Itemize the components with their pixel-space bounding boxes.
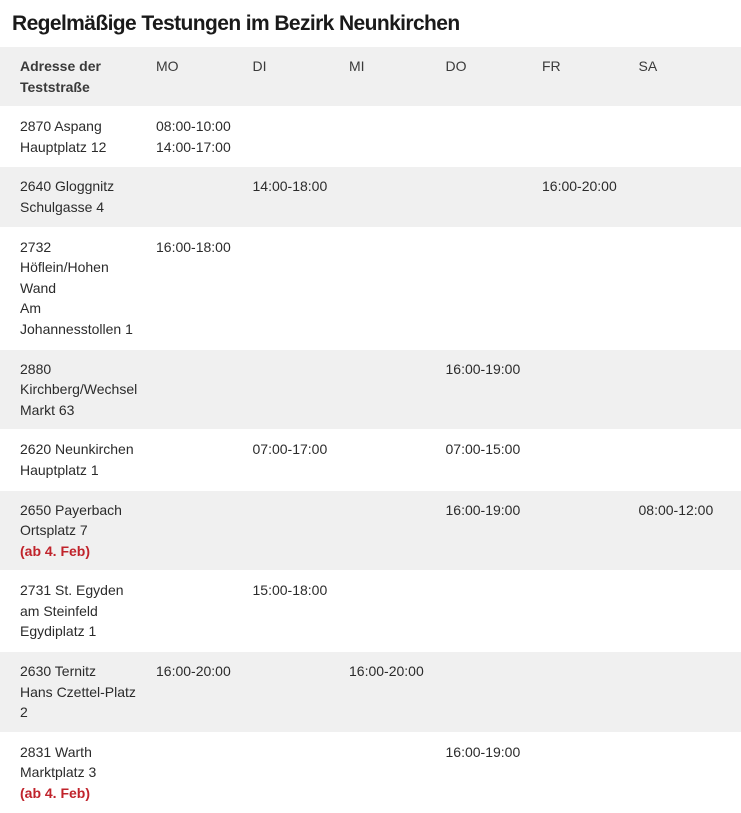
table-row	[0, 349, 741, 430]
address-line: Hauptplatz 1	[20, 461, 99, 478]
time-slot: 15:00-18:00	[252, 582, 328, 599]
address-line: Schulgasse 4	[20, 198, 105, 215]
time-slot: 16:00-19:00	[445, 743, 521, 760]
column-header-mo: MO	[148, 47, 245, 107]
address-line: 2640 Gloggnitz	[20, 178, 115, 195]
time-slot: 16:00-19:00	[445, 360, 521, 377]
time-cell-di	[245, 430, 342, 490]
time-cell-do	[438, 349, 535, 430]
time-cell-mo	[148, 732, 245, 812]
time-cell-di	[245, 732, 342, 812]
time-cell-di	[245, 490, 342, 571]
address-line: 2870 Aspang	[20, 118, 102, 135]
table-row	[0, 107, 741, 167]
time-cell-di	[245, 227, 342, 349]
time-cell-fr	[534, 652, 631, 733]
address-line: Hauptplatz 12	[20, 138, 107, 155]
column-header-sa: SA	[631, 47, 741, 107]
column-header-fr: FR	[534, 47, 631, 107]
time-cell-fr	[534, 430, 631, 490]
address-line: Markt 63	[20, 401, 75, 418]
table-row	[0, 732, 741, 812]
address-line: 2732	[20, 238, 52, 255]
start-date-note: (ab 4. Feb)	[20, 785, 91, 802]
time-cell-mo	[148, 167, 245, 227]
time-cell-do	[438, 490, 535, 571]
time-cell-fr	[534, 107, 631, 167]
table-row	[0, 430, 741, 490]
time-cell-mi	[341, 227, 438, 349]
address-cell	[0, 571, 148, 652]
time-cell-sa	[631, 349, 741, 430]
time-cell-fr	[534, 732, 631, 812]
address-cell	[0, 167, 148, 227]
address-cell	[0, 107, 148, 167]
time-cell-sa	[631, 652, 741, 733]
time-cell-do	[438, 652, 535, 733]
column-header-mi: MI	[341, 47, 438, 107]
address-line: 2	[20, 704, 28, 721]
address-cell	[0, 652, 148, 733]
address-line: Am	[20, 300, 41, 317]
time-cell-mi	[341, 732, 438, 812]
time-cell-fr	[534, 167, 631, 227]
time-slot: 16:00-20:00	[542, 178, 617, 195]
address-line: am Steinfeld	[20, 602, 98, 619]
page-title: Regelmäßige Testungen im Bezirk Neunkirchen	[12, 12, 460, 35]
time-cell-sa	[631, 732, 741, 812]
time-cell-do	[438, 571, 535, 652]
time-cell-mo	[148, 652, 245, 733]
address-line: 2880	[20, 360, 52, 377]
address-line: 2630 Ternitz	[20, 663, 97, 680]
time-cell-mo	[148, 490, 245, 571]
time-cell-do	[438, 732, 535, 812]
time-cell-fr	[534, 490, 631, 571]
time-slot: 16:00-19:00	[445, 501, 521, 518]
time-cell-mo	[148, 430, 245, 490]
time-cell-do	[438, 227, 535, 349]
table-row	[0, 227, 741, 349]
address-cell	[0, 732, 148, 812]
table-row	[0, 652, 741, 733]
time-cell-sa	[631, 107, 741, 167]
time-cell-fr	[534, 227, 631, 349]
address-line: Egydiplatz 1	[20, 623, 97, 640]
address-cell	[0, 490, 148, 571]
time-cell-sa	[631, 571, 741, 652]
time-slot: 08:00-10:00	[156, 118, 231, 135]
address-line: Ortsplatz 7	[20, 522, 88, 539]
time-cell-di	[245, 167, 342, 227]
time-cell-mi	[341, 490, 438, 571]
address-cell	[0, 430, 148, 490]
testing-schedule-table-container[interactable]	[0, 47, 714, 810]
time-slot: 16:00-18:00	[156, 238, 231, 255]
time-cell-mi	[341, 107, 438, 167]
address-line: 2650 Payerbach	[20, 501, 122, 518]
address-line: Höflein/Hohen	[20, 259, 109, 276]
time-cell-di	[245, 349, 342, 430]
time-cell-do	[438, 430, 535, 490]
time-cell-mo	[148, 349, 245, 430]
address-cell	[0, 349, 148, 430]
table-header-row	[0, 47, 741, 107]
time-cell-di	[245, 107, 342, 167]
address-line: Marktplatz 3	[20, 764, 97, 781]
address-line: Kirchberg/Wechsel	[20, 381, 138, 398]
time-cell-di	[245, 652, 342, 733]
time-cell-mi	[341, 652, 438, 733]
testing-schedule-table	[0, 47, 741, 813]
address-line: 2731 St. Egyden	[20, 582, 124, 599]
time-cell-mi	[341, 430, 438, 490]
address-line: Wand	[20, 279, 57, 296]
time-cell-mo	[148, 107, 245, 167]
table-row	[0, 571, 741, 652]
table-row	[0, 490, 741, 571]
time-cell-di	[245, 571, 342, 652]
time-slot: 16:00-20:00	[156, 663, 231, 680]
time-slot: 16:00-20:00	[349, 663, 424, 680]
address-cell	[0, 227, 148, 349]
time-cell-mo	[148, 227, 245, 349]
address-line: Hans Czettel-Platz	[20, 683, 136, 700]
time-cell-sa	[631, 167, 741, 227]
table-row	[0, 167, 741, 227]
time-slot: 14:00-18:00	[252, 178, 328, 195]
address-line: 2831 Warth	[20, 743, 92, 760]
time-cell-do	[438, 167, 535, 227]
time-cell-mi	[341, 571, 438, 652]
time-cell-do	[438, 107, 535, 167]
time-slot: 14:00-17:00	[156, 138, 231, 155]
time-cell-sa	[631, 227, 741, 349]
column-header-di: DI	[245, 47, 342, 107]
time-cell-sa	[631, 490, 741, 571]
time-slot: 07:00-17:00	[252, 441, 328, 458]
address-line: Johannesstollen 1	[20, 320, 133, 337]
time-cell-mi	[341, 349, 438, 430]
time-cell-mo	[148, 571, 245, 652]
column-header-address: Adresse der Teststraße	[0, 47, 148, 107]
time-cell-mi	[341, 167, 438, 227]
start-date-note: (ab 4. Feb)	[20, 542, 91, 559]
time-cell-fr	[534, 349, 631, 430]
time-cell-sa	[631, 430, 741, 490]
time-slot: 08:00-12:00	[638, 501, 714, 518]
column-header-do: DO	[438, 47, 535, 107]
time-cell-fr	[534, 571, 631, 652]
address-line: 2620 Neunkirchen	[20, 441, 134, 458]
time-slot: 07:00-15:00	[445, 441, 521, 458]
